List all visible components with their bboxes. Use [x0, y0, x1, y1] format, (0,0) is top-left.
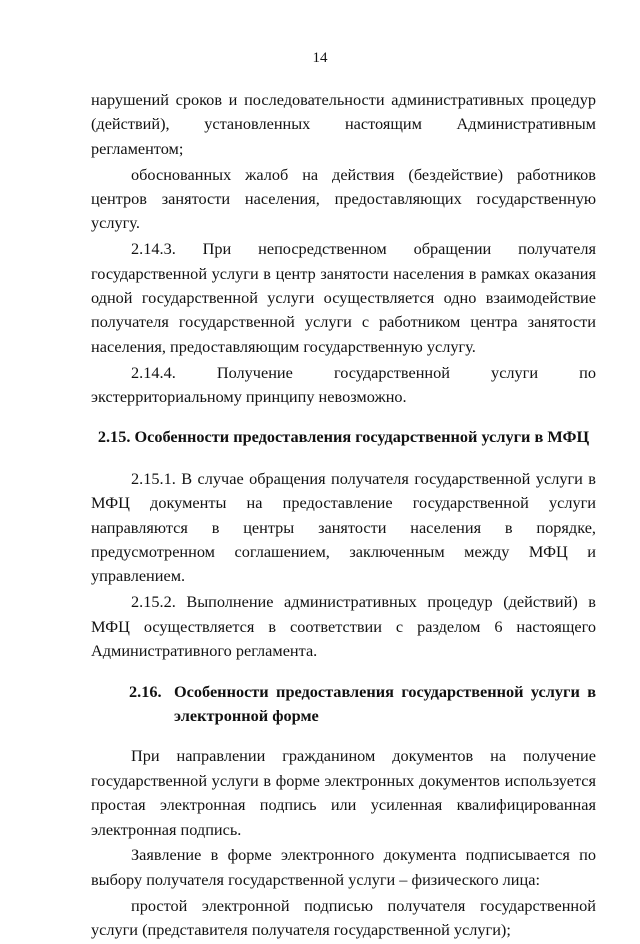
paragraph-2-14-3: 2.14.3. При непосредственном обращении получателя государственной услуги в центр занятости населения в рамках оказания одной государственной услуги осуществляется одно взаимодействие получателя государственной услуги с работником центра занятости населения, предоставляющим государственную услугу. [91, 239, 596, 356]
section-title-2-16: Особенности предоставления государственной услуги в электронной форме [174, 681, 596, 725]
section-heading-2-15: 2.15. Особенности предоставления государственной услуги в МФЦ [97, 427, 590, 447]
paragraph-electronic-signature: При направлении гражданином документов на получение государственной услуги в форме электронных документов используется простая электронная подпись или усиленная квалифицированная электронная подпись. [91, 746, 596, 839]
paragraph-complaints: обоснованных жалоб на действия (бездействие) работников центров занятости населения, предоставляющих государственную услугу. [91, 164, 596, 233]
document-body [91, 88, 596, 944]
paragraph-2-14-4: 2.14.4. Получение государственной услуги по экстерриториальному принципу невозможно. [91, 362, 596, 407]
section-number-2-16: 2.16. [129, 681, 162, 701]
section-heading-2-16 [91, 680, 596, 729]
paragraph-2-15-2: 2.15.2. Выполнение административных процедур (действий) в МФЦ осуществляется в соответствии с разделом 6 настоящего Административного регламента. [91, 592, 596, 661]
page-number: 14 [312, 50, 328, 66]
paragraph-simple-signature: простой электронной подписью получателя государственной услуги (представителя получателя государственной услуги); [91, 895, 596, 939]
paragraph-2-15-1: 2.15.1. В случае обращения получателя государственной услуги в МФЦ документы на предоставление государственной услуги направляются в центры занятости населения в порядке, предусмотренном соглашением, заключенным между МФЦ и управлением. [91, 468, 596, 586]
paragraph-violations: нарушений сроков и последовательности административных процедур (действий), установленных настоящим Административным регламентом; [91, 90, 596, 158]
paragraph-application-signing: Заявление в форме электронного документа подписывается по выбору получателя государственной услуги – физического лица: [91, 845, 596, 889]
